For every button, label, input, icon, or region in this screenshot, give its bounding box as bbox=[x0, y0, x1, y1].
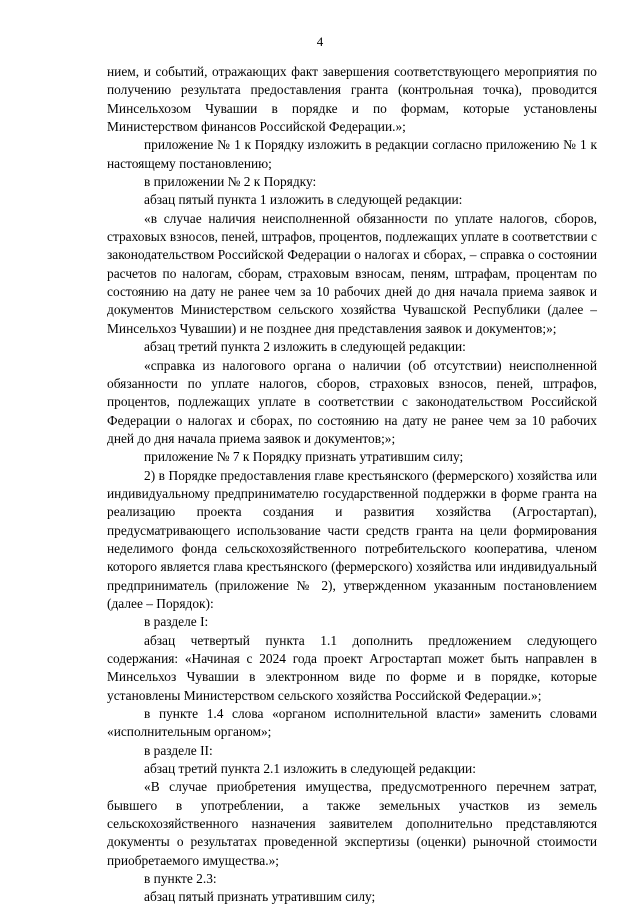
paragraph: абзац третий пункта 2 изложить в следующей редакции: bbox=[144, 339, 466, 355]
page-number: 4 bbox=[316, 34, 324, 49]
paragraph: в приложении № 2 к Порядку: bbox=[144, 174, 317, 190]
paragraph: в разделе II: bbox=[144, 742, 213, 758]
paragraph: в разделе I: bbox=[144, 614, 209, 630]
paragraph: 2) в Порядке предоставления главе крестьянского (фермерского) хозяйства или индивидуальному предпринимателю государственной поддержки в форме гранта на реализацию проекта создания и развития хозяйства (Агростартап), предусматривающего использование части средств гранта на цели формирования неделимого фонда сельскохозяйственного потребительского кооператива, членом которого является глава крестьянского (фермерского) хозяйства или индивидуальный предприниматель (приложение № 2), утвержденном указанным постановлением (далее – Порядок): bbox=[107, 467, 597, 611]
paragraph: абзац четвертый пункта 1.1 дополнить предложением следующего содержания: «Начиная с 2024 года проект Агростартап может быть направлен в Минсельхоз Чувашии в электронном виде по форме и в порядке, которые установлены Министерством сельского хозяйства Российской Федерации.»; bbox=[107, 632, 597, 703]
paragraph: абзац третий пункта 2.1 изложить в следующей редакции: bbox=[144, 761, 476, 777]
paragraph: «в случае наличия неисполненной обязанности по уплате налогов, сборов, страховых взносов, пеней, штрафов, процентов, подлежащих уплате в соответствии с законодательством Российской Федерации о налогах и сборах, – справка о состоянии расчетов по налогам, сборам, страховым взносам, пеням, штрафам, процентам по состоянию на дату не ранее чем за 10 рабочих дней до дня начала приема заявок и документов Министерством сельского хозяйства Чувашской Республики (далее – Минсельхоз Чувашии) и не позднее дня представления заявок и документов;»; bbox=[107, 210, 597, 336]
paragraph: абзац пятый пункта 1 изложить в следующей редакции: bbox=[144, 192, 463, 208]
document-body bbox=[107, 63, 597, 907]
paragraph: приложение № 1 к Порядку изложить в редакции согласно приложению № 1 к настоящему постановлению; bbox=[107, 137, 597, 171]
paragraph: нием, и событий, отражающих факт завершения соответствующего мероприятия по получению результата предоставления гранта (контрольная точка), проводится Минсельхозом Чувашии в порядке и по формам, которые установлены Министерством финансов Российской Федерации.»; bbox=[107, 64, 597, 135]
paragraph: в пункте 2.3: bbox=[144, 871, 217, 887]
paragraph: приложение № 7 к Порядку признать утратившим силу; bbox=[144, 449, 464, 465]
paragraph: «В случае приобретения имущества, предусмотренного перечнем затрат, бывшего в употреблении, а также земельных участков из земель сельскохозяйственного назначения заявителем дополнительно представляются документы о результатах проведенной экспертизы (оценки) рыночной стоимости приобретаемого имущества.»; bbox=[107, 779, 597, 868]
paragraph: «справка из налогового органа о наличии (об отсутствии) неисполненной обязанности по уплате налогов, сборов, страховых взносов, пеней, штрафов, процентов, подлежащих уплате в соответствии с законодательством Российской Федерации о налогах и сборах, по состоянию на дату не ранее чем за 10 рабочих дней до дня начала приема заявок и документов;»; bbox=[107, 357, 597, 446]
paragraph: в пункте 1.4 слова «органом исполнительной власти» заменить словами «исполнительным органом»; bbox=[107, 706, 597, 740]
paragraph: абзац пятый признать утратившим силу; bbox=[144, 889, 376, 905]
